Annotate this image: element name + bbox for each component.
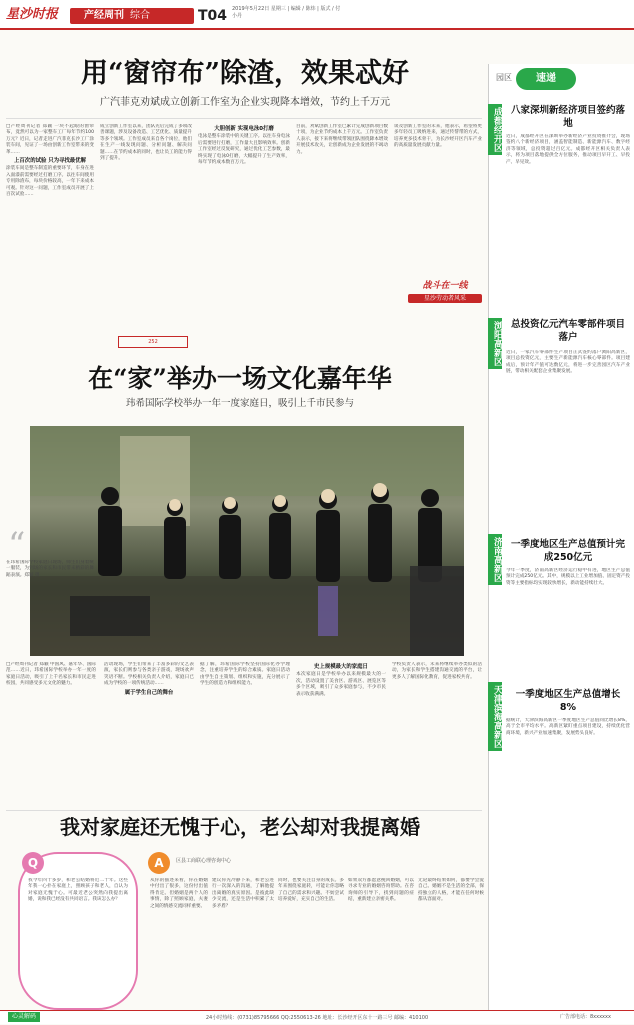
footer: 24小时热线：(0731)85795666 QQ:2550613-26 地址：长沙经开区东十一路三号 邮编：410100: [0, 1010, 634, 1024]
quote-mark: “: [8, 525, 26, 565]
story2-column-1: □产经周刊记者 郑颖 中国风、嘉年华、国际范……近日，玮希国际学校举办一年一度的家庭日活动，吸引了上千名家长和市民走进校园，共同感受多元文化的魅力。: [6, 662, 96, 687]
story2-column-5: 学校负责人表示，未来将继续举办类似的活动，为家长和学生搭建沟通交流的平台，让更多人了解国际化教育，促进家校共育。: [392, 662, 482, 680]
section-pill: [70, 8, 194, 24]
divider: [6, 810, 482, 811]
dance-photo-illustration: [30, 426, 464, 656]
issue-info: 2019年5月22日 星期三 | 编辑 / 陈炜 | 版式 / 付小丹: [232, 6, 341, 19]
story1-subhead: 广汽菲克劝斌成立创新工作室为企业实现降本增效，节约上千万元: [100, 97, 390, 108]
photo-caption: 在玮希国际学校家庭日现场，师生们身着统一服装，为到场的家长和市民带来精彩的舞蹈表演。郑颖 摄: [6, 560, 94, 578]
stamp-title: 战斗在一线: [422, 281, 468, 291]
sidebar-label-chengdu: 成都经开区: [488, 104, 502, 155]
sidebar-label-tianjin: 天津滨海高新区: [488, 682, 502, 751]
story1-column-4: 目前，劝斌创新工作室已累计完成创新项目数十项，为企业节约成本上千万元。工作室负责人表示，接下来将继续带领团队围绕降本增效开展技术攻关，让创新成为企业发展的不竭动力。: [296, 124, 388, 155]
story2-subhead-a: 属于学生自己的舞台: [124, 689, 174, 696]
story3-column-1: 从你的描述来看，你在婚姻中付出了很多，这份付出值得肯定。但婚姻是两个人的事情，除了照顾家庭，夫妻之间的情感交流同样重要。: [150, 878, 208, 909]
story1-column-1: [6, 124, 94, 334]
sidebar-title-tianjin: 一季度地区生产总值增长8%: [515, 689, 621, 713]
story3-column-2: 建议你先冷静下来，和老公进行一次深入的沟通，了解他提出离婚的真实原因。是彼此缺少交流，还是生活中积累了太多矛盾？: [212, 878, 274, 909]
story2-column-3: 据了解，玮希国际学校坚持国际化办学理念，注重培养学生的综合素质。家庭日活动由学生自主策划、组织和实施，充分展示了学生的创造力和组织能力。: [200, 662, 290, 687]
story1-column-2: 成立创新工作室以来，团队先后完成了多项改善课题，涉及设备改造、工艺优化、质量提升等多个领域。工作室成员来自各个岗位，他们在生产一线发现问题、分析问题、解决问题……在节约成本的同时，也让员工的能力得到了提升。: [100, 124, 192, 162]
story2-column-4: [296, 662, 386, 810]
story1-column-5: 谈及创新工作室的未来，他表示，希望将更多年轻员工吸纳进来，通过传帮带的方式，培养更多技术骨干，为长沙经开区汽车产业的高质量发展贡献力量。: [394, 124, 482, 149]
story3-column-5: 无论最终结果如何，都要学会爱自己。婚姻不是生活的全部，保持独立的人格，才能在任何时候都从容面对。: [418, 878, 484, 903]
story1-text: 涂装车间是整车制造的重要环节，车身在进入面漆前需要经过打磨工序。以往车间使用专用除渣布，每块价格较高，一年下来成本可观。针对这一问题，工作室成员开展了上百次试验……: [6, 166, 94, 198]
subsection-title: 综合: [130, 10, 150, 21]
question-text: 我今年四十多岁，和老公结婚将近二十年。这些年我一心扑在家庭上，照顾孩子和老人，自认为对家庭无愧于心。可最近老公突然向我提出离婚，说和我已经没有共同语言。我该怎么办？: [28, 878, 128, 903]
story3-column-4: 如果双方都愿意挽回婚姻，可以寻求专业的婚姻咨询帮助。在咨询师的引导下，找到问题的症结，重新建立亲密关系。: [348, 878, 414, 903]
answer-badge: A: [148, 852, 170, 874]
stamp-subtitle: 星沙劳动者风采: [408, 294, 482, 303]
sidebar-title-chengdu: 八家深圳新经济项目签约落地: [510, 105, 625, 129]
sidebar-tab: 园区: [496, 73, 512, 82]
story1-subhead-a: 上百次的试验 只为寻找最优解: [14, 158, 86, 165]
newspaper-logo: 星沙时报: [6, 7, 59, 22]
story2-subhead: 玮希国际学校举办一年一度家庭日，吸引上千市民参与: [125, 398, 354, 409]
sidebar-label-jinan: 济南高新区: [488, 534, 502, 585]
question-badge: Q: [22, 852, 44, 874]
story1-column-3: [198, 124, 290, 334]
sidebar-title-liuyang: 总投资亿元汽车零部件项目落户: [510, 319, 625, 343]
story2-headline: 在“家”举办一场文化嘉年华: [88, 364, 392, 393]
story3-headline: 我对家庭还无愧于心，老公却对我提离婚: [60, 815, 420, 839]
sidebar-title-jinan: 一季度地区生产总值预计完成250亿元: [510, 539, 625, 563]
story2-column-2: [104, 662, 194, 810]
page-number: T04: [198, 8, 228, 24]
story1-text: 电泳是整车涂装中的关键工序。以往车身电泳后需要进行打磨，工作量大且影响效率。创新工作室经过反复研究，通过优化工艺参数，最终实现了电泳0打磨，大幅提升了生产效率，每年节约成本数百万元。: [198, 134, 290, 166]
sidebar-body-chengdu: 近日，成都经开区在深圳举办新经济产业投资推介会，现场签约八个新经济项目，涵盖智能制造、新能源汽车、数字经济等领域，总投资超过百亿元。成都经开区相关负责人表示，将为项目落地提供全方位服务，推动项目早开工、早投产、早见效。: [506, 134, 630, 165]
story2-text: 活动现场，学生们带来了丰富多彩的文艺表演，家长们则参与各类亲子游戏，现场欢声笑语不断。学校相关负责人介绍，家庭日已成为学校的一项传统活动……: [104, 662, 194, 687]
story2-text: 本次家庭日是学校举办以来规模最大的一次，活动设置了美食区、游戏区、展览区等多个区域，吸引了众多家庭参与，不少市民表示收获满满。: [296, 672, 386, 697]
story2-subhead-b: 史上规模最大的家庭日: [314, 664, 368, 670]
divider: [6, 118, 482, 119]
sidebar-body-jinan: 今年一季度，济南高新区经济运行稳中有进，地区生产总值预计完成250亿元。其中，规模以上工业增加值、固定资产投资等主要指标均实现较快增长，新动能持续壮大。: [506, 568, 630, 586]
section-title: 产经周刊: [84, 10, 124, 21]
answer-signature: 区县工商联心理咨询中心: [176, 858, 232, 864]
sidebar-body-tianjin: 据统计，天津滨海高新区一季度地区生产总值同比增长8%，高于全市平均水平。高新区紧盯重点项目建设，持续优化营商环境，新兴产业加速集聚，发展势头良好。: [506, 718, 630, 736]
sidebar-label-liuyang: 浏阳高新区: [488, 318, 502, 369]
footer-column-tag: 心灵解码: [8, 1012, 40, 1022]
story1-headline: 用“窗帘布”除渣，效果忒好: [80, 58, 410, 89]
story1-subhead-b: 大胆创新 实现电泳0打磨: [214, 126, 274, 132]
story3-column-3: 同时，也要关注自身的成长。多年来围绕家庭转，可能让你忽略了自己的需求和兴趣。不妨尝试培养爱好，充实自己的生活。: [278, 878, 344, 903]
story1-text: □产经周刊记者 郑颖 一块不起眼的窗帘布，竟然可以为一家整车工厂每年节约100万元？近日，记者走进广汽菲克长沙工厂涂装车间，见证了一场由创新工作室带来的变革……: [6, 124, 94, 155]
column-stamp: [408, 280, 482, 306]
ad-box: 252: [118, 336, 188, 348]
express-badge: 速递: [516, 68, 576, 90]
sidebar-body-liuyang: 近日，一家汽车零部件生产项目正式签约落户浏阳高新区，项目总投资亿元，主要生产新能源汽车核心零部件。项目建成后，预计年产值可达数亿元，将进一步完善园区汽车产业链，带动相关配套企业集聚发展。: [506, 350, 630, 375]
dance-photo: [30, 426, 464, 656]
footer-ad-phone: 广告部电话：8xxxxxx: [560, 1014, 611, 1020]
